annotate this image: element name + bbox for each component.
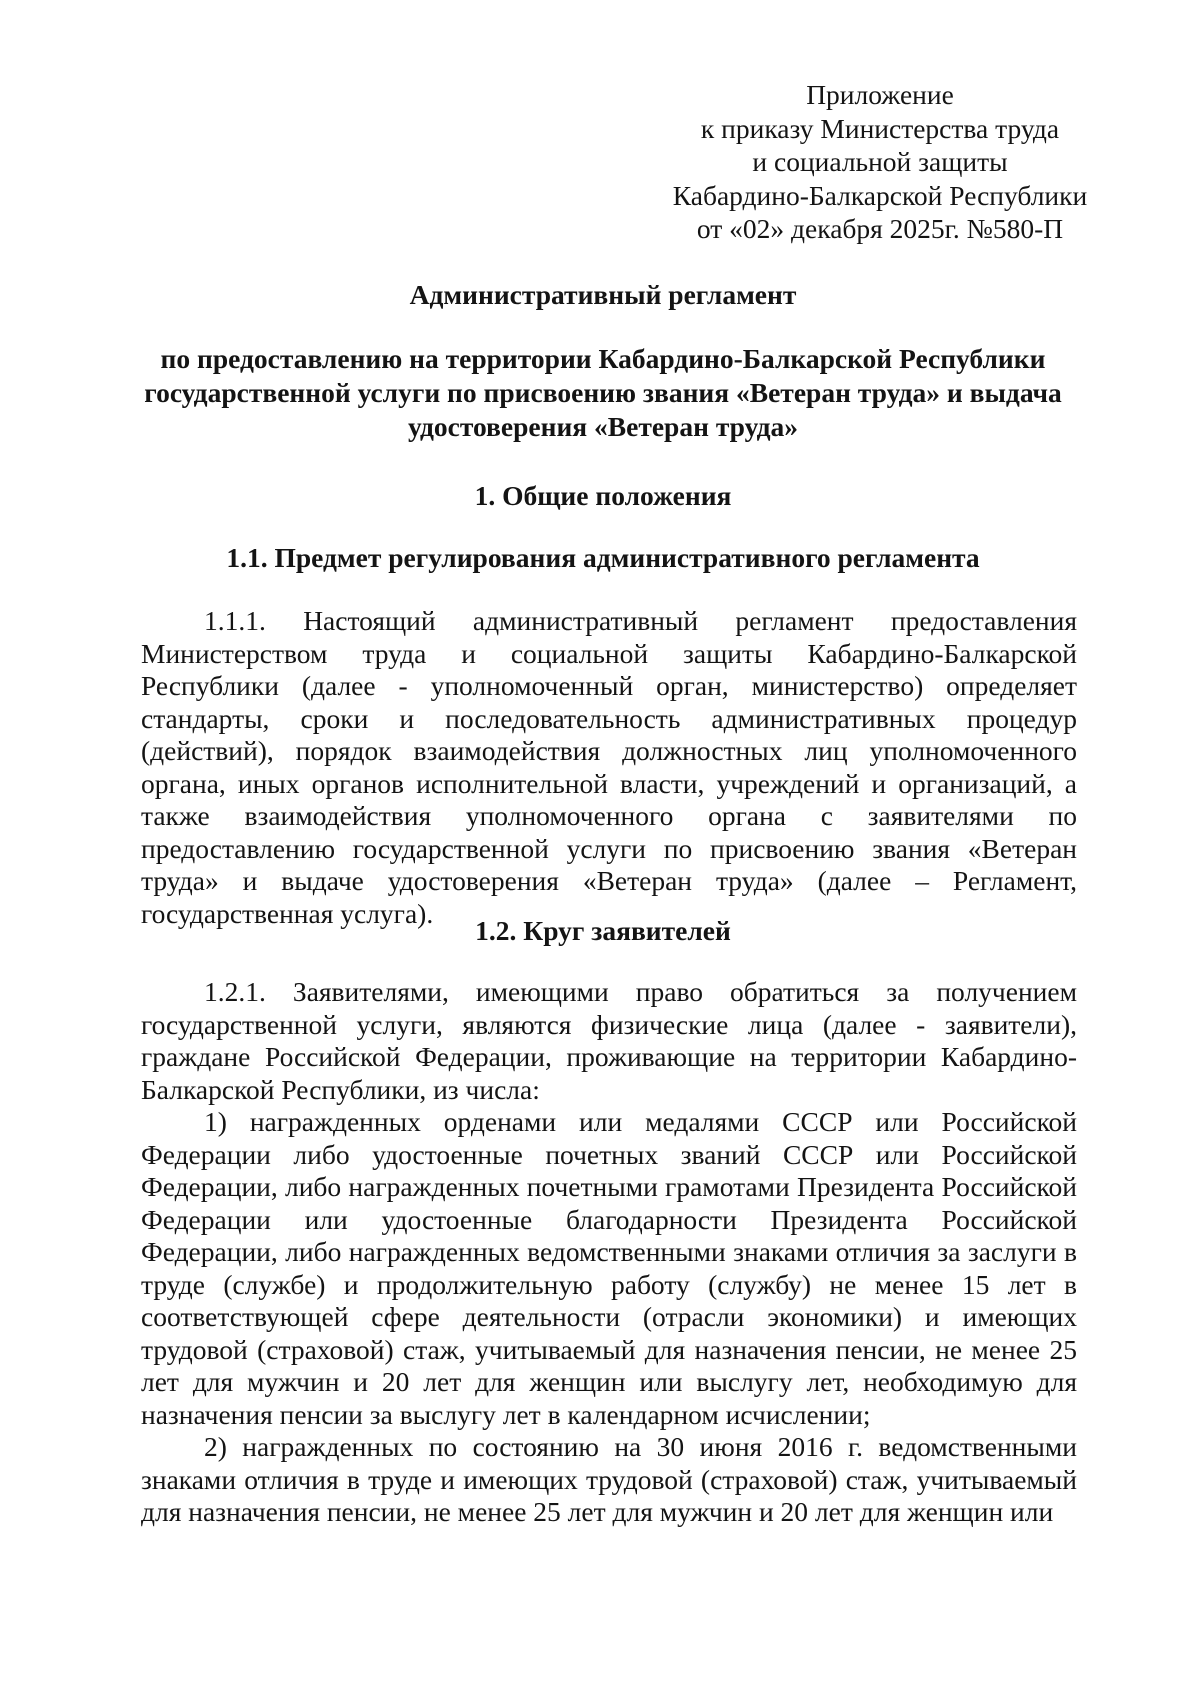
list-item-1: 1) награжденных орденами или медалями СССР или Российской Федерации либо удостоенные почетных званий СССР или Российской Федерации, либо награжденных почетными грамотами Президента Российской Федерации или удостоенные благодарности Президента Российской Федерации, либо награжденных ведомственными знаками отличия за заслуги в труде (службе) и продолжительную работу (службу) не менее 15 лет в соответствующей сфере деятельности (отрасли экономики) и имеющих трудовой (страховой) стаж, учитываемый для назначения пенсии, не менее 25 лет для мужчин и 20 лет для женщин или выслугу лет, необходимую для назначения пенсии за выслугу лет в календарном исчислении; xyxy=(141,1106,1077,1430)
appendix-line-2: к приказу Министерства труда xyxy=(700,112,1060,144)
appendix-line-3: и социальной защиты xyxy=(752,146,1008,177)
document-subtitle: по предоставлению на территории Кабардино-Балкарской Республики государственной услуги по присвоению звания «Ветеран труда» и выдача удостоверения «Ветеран труда» xyxy=(144,343,1062,442)
appendix-line-4: Кабардино-Балкарской Республики xyxy=(672,179,1088,211)
section-1-heading: 1. Общие положения xyxy=(474,480,732,511)
section-1-2-body xyxy=(141,976,1077,1529)
paragraph-1-2-1: 1.2.1. Заявителями, имеющими право обратиться за получением государственной услуги, являются физические лица (далее - заявители), граждане Российской Федерации, проживающие на территории Кабардино-Балкарской Республики, из числа: xyxy=(141,976,1077,1105)
paragraph-1-1-1: 1.1.1. Настоящий административный регламент предоставления Министерством труда и социальной защиты Кабардино-Балкарской Республики (далее - уполномоченный орган, министерство) определяет стандарты, сроки и последовательность административных процедур (действий), порядок взаимодействия должностных лиц уполномоченного органа, иных органов исполнительной власти, учреждений и организаций, а также взаимодействия уполномоченного органа с заявителями по предоставлению государственной услуги по присвоению звания «Ветеран труда» и выдаче удостоверения «Ветеран труда» (далее – Регламент, государственная услуга). xyxy=(141,605,1077,929)
section-1-1-heading: 1.1. Предмет регулирования административного регламента xyxy=(226,542,980,573)
appendix-line-5: от «02» декабря 2025г. №580-П xyxy=(696,213,1064,244)
document-title: Административный регламент xyxy=(409,279,797,310)
list-item-2: 2) награжденных по состоянию на 30 июня 2016 г. ведомственными знаками отличия в труде и имеющих трудовой (страховой) стаж, учитываемый для назначения пенсии, не менее 25 лет для мужчин и 20 лет для женщин или xyxy=(141,1431,1077,1527)
appendix-block xyxy=(640,78,1120,246)
appendix-line-1: Приложение xyxy=(806,79,954,110)
section-1-2-heading: 1.2. Круг заявителей xyxy=(475,915,731,946)
section-1-1-body xyxy=(141,605,1077,930)
